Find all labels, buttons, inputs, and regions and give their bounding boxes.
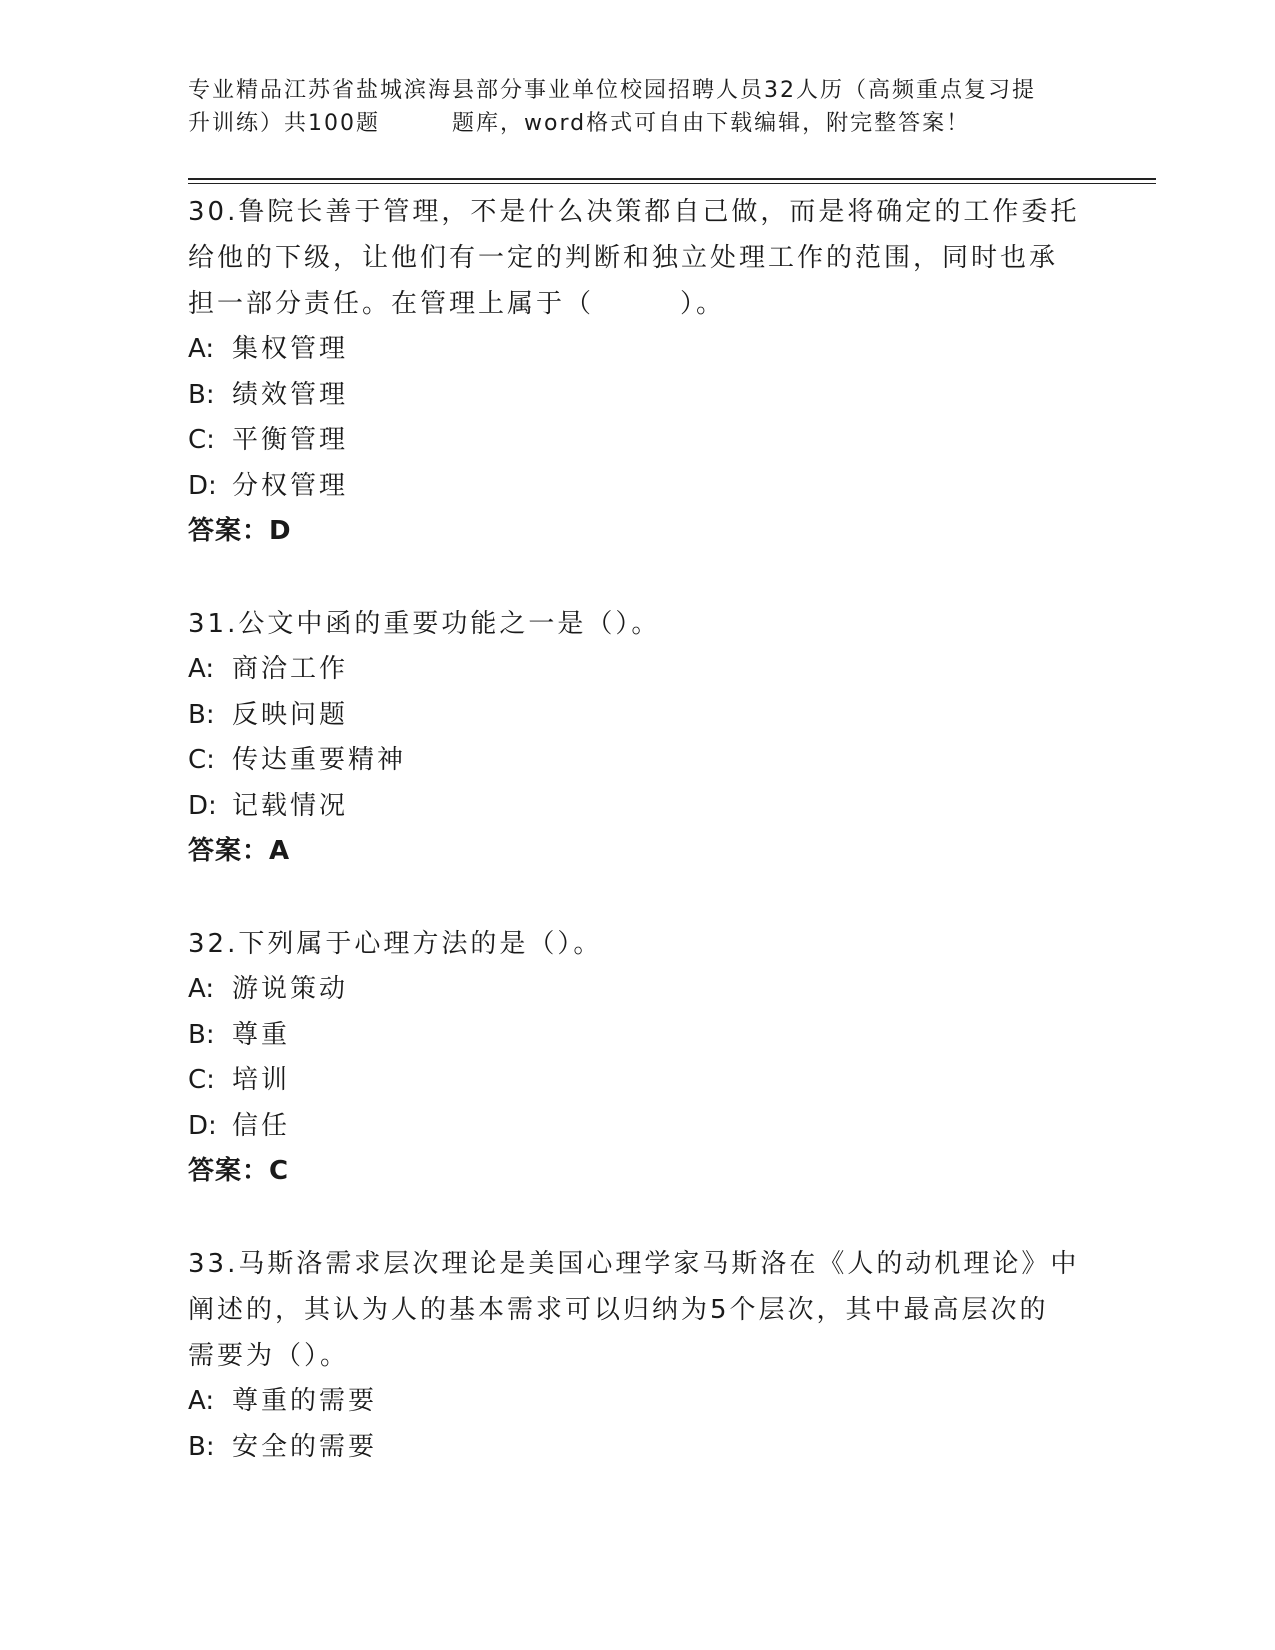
option-b bbox=[188, 373, 1088, 419]
header-divider-thick bbox=[188, 178, 1156, 180]
option-b bbox=[188, 1013, 1088, 1059]
question-text bbox=[188, 235, 1088, 281]
option-key: B: bbox=[188, 1431, 215, 1462]
option-key: C: bbox=[188, 745, 215, 775]
question-line: 需要为（）。 bbox=[188, 1341, 350, 1371]
option-a bbox=[188, 967, 1088, 1013]
option-d bbox=[188, 464, 1088, 510]
answer-label: 答案： bbox=[188, 516, 270, 546]
option-d bbox=[188, 784, 1088, 830]
question-31 bbox=[188, 601, 1088, 874]
question-32 bbox=[188, 921, 1088, 1194]
option-text: 传达重要精神 bbox=[232, 745, 407, 775]
option-key: D: bbox=[188, 470, 217, 501]
option-text: 分权管理 bbox=[232, 470, 349, 501]
question-text bbox=[188, 189, 1088, 235]
option-a bbox=[188, 647, 1088, 693]
option-text: 安全的需要 bbox=[232, 1431, 378, 1462]
question-text bbox=[188, 1333, 1088, 1379]
option-key: A: bbox=[188, 1386, 215, 1416]
document-header bbox=[188, 74, 1088, 140]
header-divider-thin bbox=[188, 183, 1156, 184]
question-tail: ）。 bbox=[680, 289, 726, 319]
option-text: 尊重的需要 bbox=[232, 1386, 378, 1416]
question-number: 32. bbox=[188, 929, 239, 959]
header-line-2-start: 升训练）共100题 bbox=[188, 111, 380, 136]
answer-label: 答案： bbox=[188, 1156, 270, 1186]
header-line-1: 专业精品江苏省盐城滨海县部分事业单位校园招聘人员32人历（高频重点复习提 bbox=[188, 78, 1036, 103]
answer-line bbox=[188, 829, 1088, 874]
option-key: B: bbox=[188, 379, 215, 410]
answer-line bbox=[188, 1149, 1088, 1194]
question-33 bbox=[188, 1241, 1088, 1470]
option-b bbox=[188, 693, 1088, 739]
option-key: A: bbox=[188, 654, 215, 684]
question-line: 阐述的，其认为人的基本需求可以归纳为5个层次，其中最高层次的 bbox=[188, 1295, 1049, 1325]
option-text: 记载情况 bbox=[232, 790, 349, 821]
option-text: 平衡管理 bbox=[232, 425, 349, 455]
question-text bbox=[188, 1241, 1088, 1287]
question-line: 公文中函的重要功能之一是（）。 bbox=[238, 609, 661, 639]
question-number: 30. bbox=[188, 197, 239, 227]
option-a bbox=[188, 1379, 1088, 1425]
option-text: 绩效管理 bbox=[232, 379, 349, 410]
option-a bbox=[188, 327, 1088, 373]
question-text bbox=[188, 921, 1088, 967]
question-text bbox=[188, 281, 1088, 327]
option-b bbox=[188, 1425, 1088, 1471]
question-number: 31. bbox=[188, 609, 239, 639]
header-line-2 bbox=[188, 107, 1088, 140]
option-key: A: bbox=[188, 334, 215, 364]
option-text: 游说策动 bbox=[232, 974, 349, 1004]
option-text: 信任 bbox=[232, 1110, 291, 1141]
question-text bbox=[188, 1287, 1088, 1333]
option-key: D: bbox=[188, 1110, 217, 1141]
header-line-2-end: 题库，word格式可自由下载编辑，附完整答案！ bbox=[452, 111, 971, 136]
answer-value: C bbox=[269, 1156, 290, 1186]
question-30 bbox=[188, 189, 1088, 554]
option-key: A: bbox=[188, 974, 215, 1004]
question-number: 33. bbox=[188, 1249, 239, 1279]
option-text: 尊重 bbox=[232, 1019, 291, 1050]
question-line: 担一部分责任。在管理上属于（ bbox=[188, 289, 595, 319]
answer-value: A bbox=[269, 836, 291, 866]
option-text: 集权管理 bbox=[232, 334, 349, 364]
option-key: D: bbox=[188, 790, 217, 821]
answer-line bbox=[188, 509, 1088, 554]
option-text: 培训 bbox=[232, 1065, 291, 1095]
question-line: 给他的下级，让他们有一定的判断和独立处理工作的范围，同时也承 bbox=[188, 243, 1059, 273]
question-line: 下列属于心理方法的是（）。 bbox=[238, 929, 603, 959]
option-key: C: bbox=[188, 1065, 215, 1095]
question-list bbox=[188, 189, 1088, 1517]
option-key: B: bbox=[188, 699, 215, 730]
option-c bbox=[188, 738, 1088, 784]
answer-value: D bbox=[269, 516, 292, 546]
question-line: 鲁院长善于管理，不是什么决策都自己做，而是将确定的工作委托 bbox=[238, 197, 1080, 227]
option-text: 反映问题 bbox=[232, 699, 349, 730]
answer-label: 答案： bbox=[188, 836, 270, 866]
question-text bbox=[188, 601, 1088, 647]
option-c bbox=[188, 418, 1088, 464]
option-key: B: bbox=[188, 1019, 215, 1050]
option-text: 商洽工作 bbox=[232, 654, 349, 684]
option-key: C: bbox=[188, 425, 215, 455]
option-d bbox=[188, 1104, 1088, 1150]
option-c bbox=[188, 1058, 1088, 1104]
question-line: 马斯洛需求层次理论是美国心理学家马斯洛在《人的动机理论》中 bbox=[238, 1249, 1080, 1279]
